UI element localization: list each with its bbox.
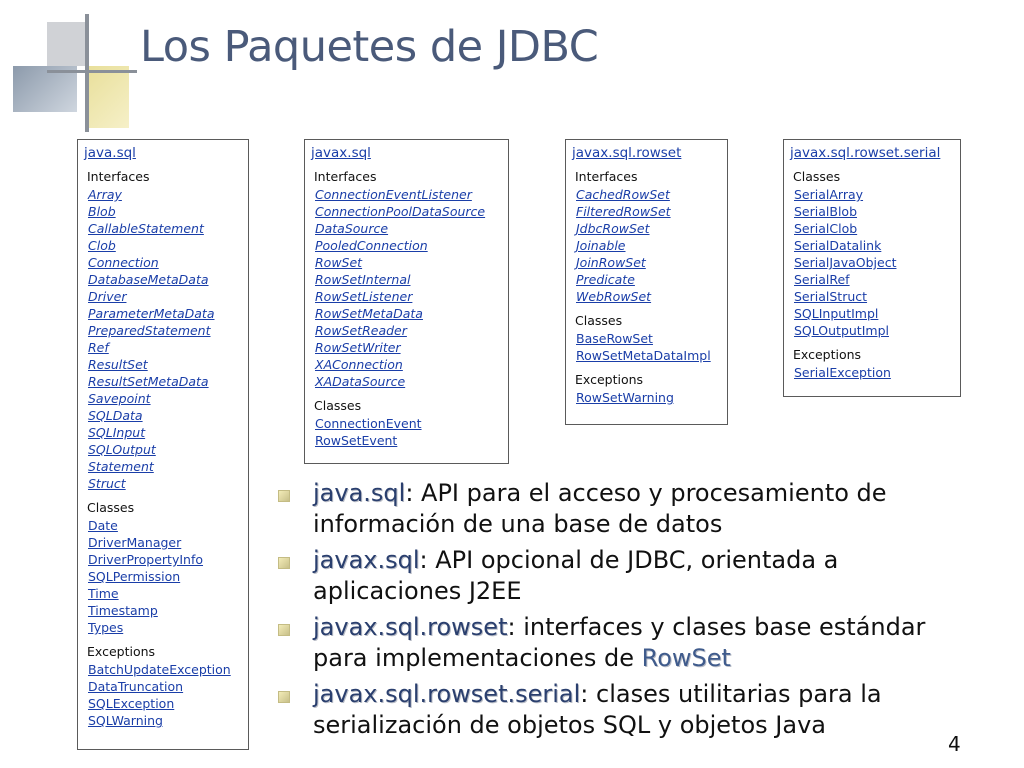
bullet-keyword: java.sql [313, 479, 406, 507]
item-list [572, 329, 721, 363]
item-link[interactable]: PreparedStatement [88, 323, 211, 338]
decorative-square [87, 66, 129, 128]
item-link[interactable]: JoinRowSet [576, 255, 646, 270]
item-link[interactable]: DriverManager [88, 535, 182, 550]
item-link[interactable]: PooledConnection [315, 238, 428, 253]
item-link[interactable]: DataSource [315, 221, 389, 236]
item-link[interactable]: BatchUpdateException [88, 662, 231, 677]
item-link[interactable]: DriverPropertyInfo [88, 552, 204, 567]
group-exceptions [790, 346, 954, 380]
package-box-java-sql [77, 139, 249, 750]
group-exceptions [84, 643, 242, 728]
decorative-square [47, 22, 87, 66]
item-link[interactable]: SerialStruct [794, 289, 868, 304]
item-link[interactable]: Connection [88, 255, 159, 270]
item-link[interactable]: Driver [88, 289, 127, 304]
bullet-keyword: javax.sql [313, 546, 420, 574]
item-list [790, 363, 954, 380]
item-list [84, 660, 242, 728]
item-link[interactable]: Ref [88, 340, 109, 355]
bullet-keyword: javax.sql.rowset.serial [313, 680, 581, 708]
item-link[interactable]: BaseRowSet [576, 331, 653, 346]
bullet-marker-icon [278, 691, 290, 703]
group-label: Interfaces [575, 169, 638, 184]
bullet-item [278, 478, 968, 540]
item-link[interactable]: RowSetEvent [315, 433, 398, 448]
group-classes [572, 312, 721, 363]
item-link[interactable]: FilteredRowSet [576, 204, 671, 219]
item-link[interactable]: Types [88, 620, 124, 635]
group-interfaces [84, 168, 242, 491]
package-box-javax-sql-rowset [565, 139, 728, 425]
item-link[interactable]: Timestamp [88, 603, 158, 618]
item-link[interactable]: CachedRowSet [576, 187, 670, 202]
bullet-text: : clases utilitarias para la serialización de objetos SQL y objetos Java [313, 680, 882, 739]
item-link[interactable]: SQLOutput [88, 442, 156, 457]
item-link[interactable]: SQLOutputImpl [794, 323, 889, 338]
item-link[interactable]: SerialClob [794, 221, 858, 236]
item-link[interactable]: RowSetInternal [315, 272, 411, 287]
package-link-javax-sql-rowset-serial[interactable]: javax.sql.rowset.serial [790, 145, 941, 161]
item-link[interactable]: SQLException [88, 696, 175, 711]
item-link[interactable]: SerialJavaObject [794, 255, 897, 270]
item-link[interactable]: SerialBlob [794, 204, 858, 219]
group-label: Classes [575, 313, 623, 328]
item-link[interactable]: XAConnection [315, 357, 403, 372]
bullet-marker-icon [278, 490, 290, 502]
item-list [311, 185, 502, 389]
item-list [84, 516, 242, 635]
bullet-marker-icon [278, 624, 290, 636]
item-link[interactable]: ResultSetMetaData [88, 374, 209, 389]
item-link[interactable]: Joinable [576, 238, 626, 253]
page-number: 4 [948, 732, 961, 756]
item-link[interactable]: SQLInputImpl [794, 306, 879, 321]
item-link[interactable]: SQLData [88, 408, 143, 423]
item-list [84, 185, 242, 491]
item-link[interactable]: Struct [88, 476, 126, 491]
group-classes [790, 168, 954, 338]
item-list [790, 185, 954, 338]
bullet-keyword: javax.sql.rowset [313, 613, 508, 641]
item-link[interactable]: Predicate [576, 272, 635, 287]
group-label: Classes [87, 500, 135, 515]
bullet-item [278, 612, 968, 674]
item-link[interactable]: SerialDatalink [794, 238, 882, 253]
group-label: Exceptions [575, 372, 644, 387]
package-box-javax-sql-rowset-serial [783, 139, 961, 397]
package-link-java-sql[interactable]: java.sql [84, 145, 136, 161]
item-link[interactable]: RowSetWarning [576, 390, 674, 405]
group-interfaces [572, 168, 721, 304]
package-box-javax-sql [304, 139, 509, 464]
item-link[interactable]: Clob [88, 238, 116, 253]
bullet-text: : API para el acceso y procesamiento de información de una base de datos [313, 479, 887, 538]
group-classes [311, 397, 502, 448]
item-link[interactable]: Savepoint [88, 391, 151, 406]
item-link[interactable]: RowSetReader [315, 323, 407, 338]
bullet-marker-icon [278, 557, 290, 569]
item-link[interactable]: XADataSource [315, 374, 406, 389]
package-link-javax-sql[interactable]: javax.sql [311, 145, 371, 161]
item-list [572, 388, 721, 405]
item-link[interactable]: ResultSet [88, 357, 148, 372]
item-link[interactable]: SerialRef [794, 272, 850, 287]
group-interfaces [311, 168, 502, 389]
item-link[interactable]: RowSetListener [315, 289, 413, 304]
item-link[interactable]: SerialArray [794, 187, 864, 202]
item-link[interactable]: Statement [88, 459, 154, 474]
decorative-line [47, 70, 137, 73]
group-label: Exceptions [793, 347, 862, 362]
group-label: Interfaces [87, 169, 150, 184]
item-link[interactable]: ConnectionEventListener [315, 187, 472, 202]
item-link[interactable]: Time [88, 586, 119, 601]
slide-title: Los Paquetes de JDBC [140, 22, 599, 72]
item-link[interactable]: SerialException [794, 365, 891, 380]
item-list [572, 185, 721, 304]
item-link[interactable]: SQLPermission [88, 569, 181, 584]
item-link[interactable]: ConnectionPoolDataSource [315, 204, 486, 219]
item-link[interactable]: ParameterMetaData [88, 306, 215, 321]
bullet-text: : interfaces y clases base estándar para implementaciones de [313, 613, 926, 672]
group-classes [84, 499, 242, 635]
bullet-item [278, 545, 968, 607]
item-list [311, 414, 502, 448]
group-label: Exceptions [87, 644, 156, 659]
item-link[interactable]: DatabaseMetaData [88, 272, 209, 287]
item-link[interactable]: JdbcRowSet [576, 221, 650, 236]
item-link[interactable]: SQLInput [88, 425, 146, 440]
bullet-list [278, 478, 968, 746]
decorative-line [85, 14, 89, 132]
item-link[interactable]: DataTruncation [88, 679, 184, 694]
group-label: Interfaces [314, 169, 377, 184]
item-link[interactable]: Date [88, 518, 118, 533]
bullet-item [278, 679, 968, 741]
item-link[interactable]: RowSet [315, 255, 363, 270]
item-link[interactable]: RowSetMetaDataImpl [576, 348, 711, 363]
item-link[interactable]: CallableStatement [88, 221, 204, 236]
package-link-javax-sql-rowset[interactable]: javax.sql.rowset [572, 145, 682, 161]
item-link[interactable]: ConnectionEvent [315, 416, 422, 431]
group-label: Classes [793, 169, 841, 184]
item-link[interactable]: Blob [88, 204, 116, 219]
bullet-text: : API opcional de JDBC, orientada a aplicaciones J2EE [313, 546, 839, 605]
item-link[interactable]: RowSetMetaData [315, 306, 423, 321]
item-link[interactable]: WebRowSet [576, 289, 652, 304]
item-link[interactable]: RowSetWriter [315, 340, 401, 355]
group-label: Classes [314, 398, 362, 413]
item-link[interactable]: Array [88, 187, 122, 202]
item-link[interactable]: SQLWarning [88, 713, 163, 728]
group-exceptions [572, 371, 721, 405]
bullet-keyword-secondary: RowSet [641, 644, 731, 672]
